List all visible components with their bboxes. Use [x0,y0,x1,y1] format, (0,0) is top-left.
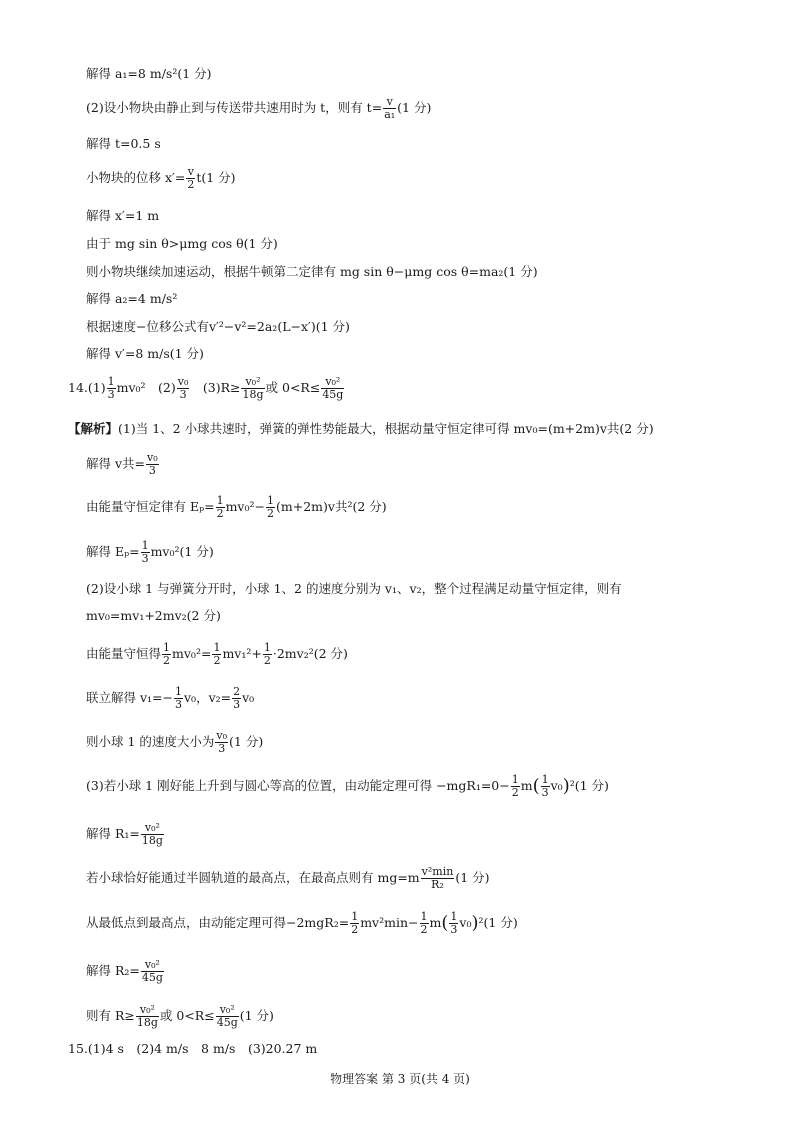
numerator: 1 [511,773,519,786]
numerator: 1 [450,910,458,923]
denominator: 3 [107,388,115,401]
denominator: R₂ [431,878,444,891]
text: 则有 R≥ [86,1008,135,1023]
analysis-intro [68,421,654,437]
numerator: v₀² [141,822,164,835]
analysis-tag: 【解析】 [68,421,119,436]
text: m [520,778,533,793]
fraction [141,822,164,847]
text: (1)当 1、2 小球共速时，弹簧的弹性势能最大，根据动量守恒定律可得 mv₀=(m+2m)v共(2 分) [118,421,654,436]
text: 解得 R₁= [86,826,140,841]
denominator: 3 [148,464,156,477]
line-a1: 解得 a₁=8 m/s²(1 分) [86,66,212,81]
numerator: 1 [163,641,171,654]
text: (2)设小物块由静止到与传送带共速用时为 t，则有 t= [86,100,383,115]
text: (3)若小球 1 刚好能上升到与圆心等高的位置，由动能定理可得 −mgR₁=0− [86,778,510,793]
numerator: v₀ [177,375,189,388]
fraction [232,686,241,711]
text: mv₀² (2) [116,380,176,395]
page-footer: 物理答案 第 3 页(共 4 页) [330,1072,470,1086]
denominator: 3 [218,742,226,755]
denominator: 18g [242,388,264,401]
line-part3 [86,774,609,799]
denominator: 2 [216,507,224,520]
line-ep [86,540,214,565]
text: 则小球 1 的速度大小为 [86,734,215,749]
denominator: 45g [216,1016,238,1029]
text: v₀ [242,690,255,705]
text: 由能量守恒得 [86,646,162,661]
text: 或 0<R≤ [159,1008,215,1023]
fraction [215,730,228,755]
fraction [212,642,221,667]
numerator: 1 [216,494,224,507]
line-velocity-formula: 根据速度−位移公式有v′²−v²=2a₂(L−x′)(1 分) [86,319,350,334]
q14-answer [68,376,345,401]
text: 解得 Eₚ= [86,544,140,559]
line-momentum: mv₀=mv₁+2mv₂(2 分) [86,608,221,623]
line-energy3 [86,911,518,936]
denominator: 2 [163,654,171,667]
text: ²(1 分) [569,778,609,793]
denominator: 2 [263,654,271,667]
line-t-eq [86,96,431,121]
text: m [429,915,442,930]
text: (3)R≥ [190,380,241,395]
line-solve-v [86,686,254,711]
text: v₀ [459,915,472,930]
numerator: 1 [267,494,274,507]
denominator: 45g [141,971,163,984]
line-r2 [86,959,165,984]
denominator: 3 [179,388,187,401]
numerator: 1 [420,910,428,923]
fraction [241,376,264,401]
denominator: 3 [141,552,149,565]
fraction [141,540,150,565]
denominator: 18g [141,834,163,847]
numerator: v₀² [241,376,264,389]
text: v₀ [550,778,563,793]
numerator: 2 [233,685,241,698]
fraction [420,911,429,936]
left-paren: ( [532,775,540,797]
line-t-result: 解得 t=0.5 s [86,136,161,151]
denominator: 2 [511,786,519,799]
text: 解得 v共= [86,456,146,471]
line-displacement [86,166,236,191]
fraction [350,911,359,936]
text: mv₀²= [172,646,212,661]
denominator: 3 [541,786,549,799]
fraction [141,959,164,984]
fraction [321,376,344,401]
text: (1 分) [239,1008,274,1023]
fraction [174,686,183,711]
fraction [263,642,272,667]
text: v₀，v₂= [184,690,232,705]
numerator: v₀² [216,1004,239,1017]
line-top [86,866,490,891]
denominator: 3 [175,698,182,711]
numerator: v₀ [147,451,158,464]
fraction [136,1004,159,1029]
denominator: 3 [450,923,458,936]
line-conclusion [86,1004,274,1029]
fraction [216,495,225,520]
right-paren: ) [562,775,570,797]
numerator: v₀² [321,376,344,389]
fraction [216,1004,239,1029]
denominator: 2 [267,507,274,520]
line-a2: 解得 a₂=4 m/s² [86,291,178,306]
text: 14.(1) [68,380,106,395]
fraction [449,911,458,936]
text: mv²min− [360,915,419,930]
numerator: v [383,96,396,109]
text: 由能量守恒定律有 Eₚ= [86,499,215,514]
text: 或 0<R≤ [265,380,321,395]
q15-answer: 15.(1)4 s (2)4 m/s 8 m/s (3)20.27 m [68,1041,318,1056]
text: 联立解得 v₁=− [86,690,173,705]
denominator: a₁ [384,108,396,121]
text: mv₀²− [225,499,265,514]
line-speed1 [86,730,263,755]
line-vcommon [86,452,160,477]
text: (m+2m)v共²(2 分) [276,499,387,514]
line-v-result: 解得 v′=8 m/s(1 分) [86,346,204,361]
fraction [266,495,275,520]
text: 从最低点到最高点，由动能定理可得−2mgR₂= [86,915,350,930]
text: mv₁²+ [222,646,262,661]
denominator: 3 [233,698,241,711]
numerator: v₀² [141,959,164,972]
numerator: 1 [141,539,149,552]
text: ²(1 分) [478,915,518,930]
fraction [421,866,455,891]
text: mv₀²(1 分) [150,544,214,559]
text: (1 分) [229,734,264,749]
numerator: 1 [107,375,115,388]
numerator: 1 [213,641,221,654]
fraction [162,642,171,667]
text: 若小球恰好能通过半圆轨道的最高点，在最高点则有 mg=m [86,870,420,885]
numerator: 1 [541,773,549,786]
line-part2: (2)设小球 1 与弹簧分开时，小球 1、2 的速度分别为 v₁、v₂，整个过程满足动量守恒定律，则有 [86,581,622,596]
fraction [383,96,396,121]
numerator: 1 [263,641,271,654]
fraction [541,774,550,799]
line-x-result: 解得 x′=1 m [86,208,160,223]
text: ·2mv₂²(2 分) [272,646,348,661]
denominator: 45g [322,388,344,401]
denominator: 2 [351,923,359,936]
numerator: v [187,165,194,178]
text: 小物块的位移 x′= [86,170,186,185]
text: t(1 分) [196,170,236,185]
numerator: v₀ [216,729,228,742]
line-r1 [86,822,165,847]
denominator: 2 [420,923,428,936]
line-energy [86,495,387,520]
fraction [107,376,116,401]
numerator: 1 [175,685,182,698]
denominator: 18g [136,1016,158,1029]
fraction [511,774,520,799]
text: (1 分) [397,100,432,115]
fraction [146,452,159,477]
right-paren: ) [471,912,479,934]
fraction [186,166,195,191]
line-energy2 [86,642,348,667]
text: 解得 R₂= [86,963,140,978]
left-paren: ( [441,912,449,934]
numerator: 1 [351,910,359,923]
numerator: v₀² [136,1004,159,1017]
numerator: v²min [421,865,454,878]
text: (1 分) [455,870,490,885]
denominator: 2 [213,654,221,667]
fraction [177,376,190,401]
line-condition: 由于 mg sin θ>μmg cos θ(1 分) [86,236,278,251]
denominator: 2 [187,178,195,191]
line-newton: 则小物块继续加速运动，根据牛顿第二定律有 mg sin θ−μmg cos θ=ma₂(1 分) [86,264,538,279]
